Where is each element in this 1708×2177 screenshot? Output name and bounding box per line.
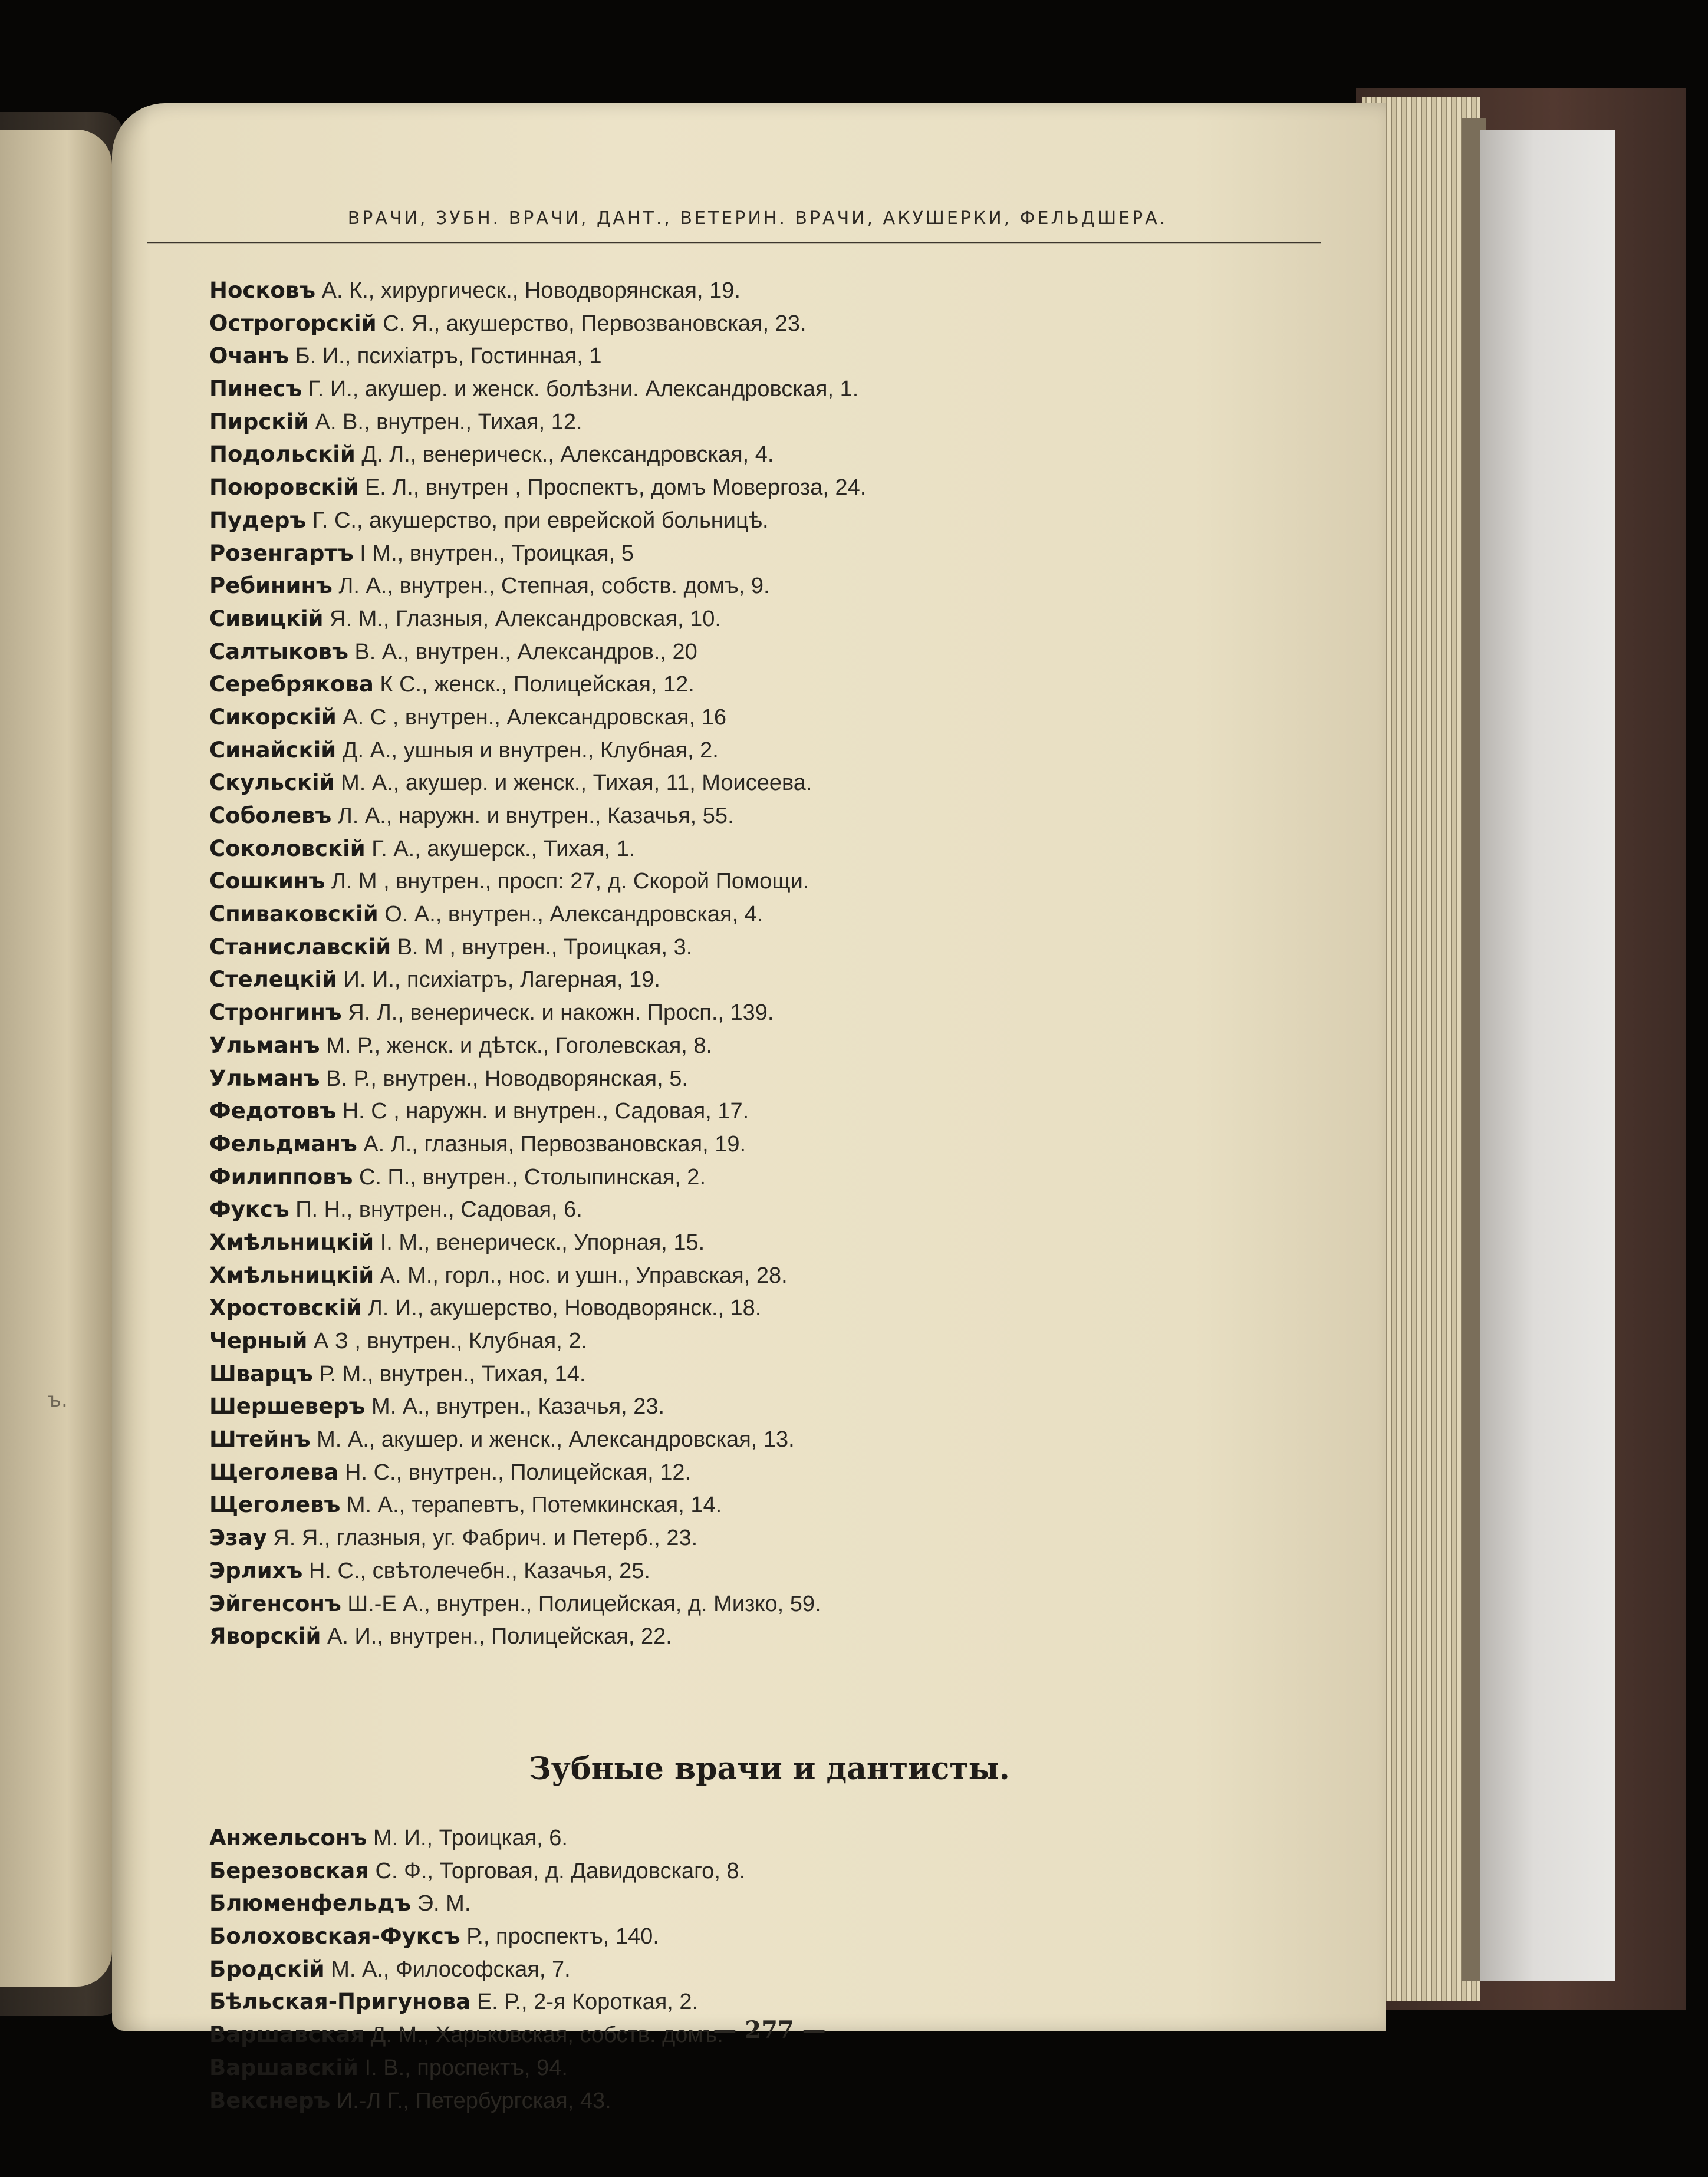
entry-details: И. И., психіатръ, Лагерная, 19. (343, 967, 660, 993)
entry-details: С. П., внутрен., Столыпинская, 2. (358, 1164, 706, 1190)
entry-name: Соколовскій (209, 835, 366, 861)
entry-name: Эйгенсонъ (209, 1590, 341, 1616)
entry-details: I М., внутрен., Троицкая, 5 (360, 541, 634, 566)
entry-name: Пудеръ (209, 507, 307, 533)
entry-name: Штейнъ (209, 1427, 311, 1453)
entry-name: Щеголевъ (209, 1492, 341, 1518)
directory-entry (209, 1855, 1329, 1888)
entry-name: Болоховская-Фуксъ (209, 1924, 460, 1949)
entry-details: Э. М. (417, 1891, 471, 1916)
backing-sheet (1480, 130, 1615, 1981)
directory-entry (209, 602, 1329, 635)
entry-name: Черный (209, 1328, 308, 1353)
directory-entry (209, 734, 1329, 767)
entry-details: М. А., Философская, 7. (331, 1957, 571, 1982)
entry-name: Очанъ (209, 343, 289, 369)
entry-details: Р., проспектъ, 140. (466, 1924, 659, 1949)
directory-entry (209, 1193, 1329, 1226)
entry-name: Скульскій (209, 770, 335, 796)
entry-name: Поюровскій (209, 475, 359, 500)
entry-name: Соболевъ (209, 803, 332, 828)
directory-entry (209, 865, 1329, 898)
directory-entry (209, 2051, 1329, 2084)
entry-name: Носковъ (209, 278, 316, 303)
entry-details: Г. И., акушер. и женск. болѣзни. Александровская, 1. (308, 377, 859, 402)
directory-entry (209, 569, 1329, 602)
entry-details: Д. Л., венерическ., Александровская, 4. (361, 442, 774, 467)
entry-details: Л. А., наружн. и внутрен., Казачья, 55. (337, 803, 734, 828)
directory-entry (209, 1161, 1329, 1194)
directory-entry (209, 274, 1329, 307)
directory-entry (209, 537, 1329, 570)
entry-name: Векснеръ (209, 2087, 331, 2113)
entry-details: Л. М , внутрен., просп: 27, д. Скорой Помощи. (331, 869, 809, 894)
entry-name: Эзау (209, 1525, 267, 1551)
directory-entry (209, 701, 1329, 734)
book-page (112, 103, 1386, 2113)
directory-entry (209, 1423, 1329, 1456)
directory-entry (209, 307, 1329, 340)
directory-entry (209, 1456, 1329, 1489)
entry-details: Н. С , наружн. и внутрен., Садовая, 17. (342, 1099, 749, 1124)
entry-name: Салтыковъ (209, 638, 348, 664)
entry-details: Н. С., свѣтолечебн., Казачья, 25. (308, 1558, 650, 1583)
entry-name: Фуксъ (209, 1197, 289, 1223)
directory-entry (209, 1620, 1329, 1653)
entry-details: А. К., хирургическ., Новодворянская, 19. (321, 278, 741, 303)
directory-entry (209, 438, 1329, 471)
entry-details: Л. А., внутрен., Степная, собств. домъ, 9. (338, 574, 770, 599)
directory-entry (209, 373, 1329, 406)
entry-name: Розенгартъ (209, 540, 354, 566)
entry-name: Бѣльская-Пригунова (209, 1989, 471, 2015)
directory-entry (209, 340, 1329, 373)
entry-details: М. И., Троицкая, 6. (373, 1826, 568, 1850)
directory-entry (209, 931, 1329, 964)
left-page-fragment: ъ. (47, 1388, 68, 1412)
entry-name: Анжельсонъ (209, 1825, 367, 1850)
entry-details: А. С , внутрен., Александровская, 16 (343, 704, 726, 730)
entry-details: О. А., внутрен., Александровская, 4. (384, 902, 764, 927)
directory-entry (209, 1029, 1329, 1062)
directory-entry (209, 1822, 1329, 1855)
entry-name: Сивицкій (209, 605, 324, 631)
directory-entry (209, 1325, 1329, 1358)
directory-entry (209, 1920, 1329, 1953)
page-number: — 277 — (713, 2016, 826, 2044)
directory-entry (209, 406, 1329, 439)
entry-name: Серебрякова (209, 671, 374, 697)
entry-details: Р. М., внутрен., Тихая, 14. (319, 1361, 586, 1386)
entry-details: А З , внутрен., Клубная, 2. (314, 1329, 588, 1353)
entry-name: Варшавская (209, 2022, 365, 2048)
directory-entry (209, 1095, 1329, 1128)
entry-name: Федотовъ (209, 1098, 337, 1124)
directory-entry (209, 898, 1329, 931)
entry-details: М. А., акушер. и женск., Тихая, 11, Моисеева. (341, 770, 812, 796)
entry-details: Д. А., ушныя и внутрен., Клубная, 2. (342, 737, 719, 763)
directory-entry (209, 1554, 1329, 1588)
dentists-list (209, 1822, 1329, 2117)
entry-details: И.-Л Г., Петербургская, 43. (336, 2088, 611, 2113)
entry-details: М. Р., женск. и дѣтск., Гоголевская, 8. (326, 1033, 713, 1058)
entry-name: Ребининъ (209, 573, 333, 599)
running-header: ВРАЧИ, ЗУБН. ВРАЧИ, ДАНТ., ВЕТЕРИН. ВРАЧИ, АКУШЕРКИ, ФЕЛЬДШЕРА. (347, 208, 1168, 229)
entry-details: С. Я., акушерство, Первозвановская, 23. (383, 311, 807, 336)
entry-details: М. А., внутрен., Казачья, 23. (371, 1394, 665, 1420)
entry-name: Варшавскій (209, 2054, 358, 2080)
left-page-edge (0, 130, 112, 1987)
entry-name: Подольскій (209, 442, 356, 467)
entry-details: С. Ф., Торговая, д. Давидовскаго, 8. (375, 1858, 746, 1883)
entry-details: А. М., горл., нос. и ушн., Управская, 28. (380, 1263, 788, 1288)
entry-name: Сошкинъ (209, 868, 325, 894)
directory-entry (209, 504, 1329, 537)
entry-name: Эрлихъ (209, 1557, 303, 1583)
directory-entry (209, 1358, 1329, 1391)
entry-details: I. В., проспектъ, 94. (364, 2055, 568, 2080)
entry-name: Хмѣльницкій (209, 1229, 374, 1255)
directory-entry (209, 1521, 1329, 1554)
directory-entry (209, 832, 1329, 865)
directory-entry (209, 1985, 1329, 2018)
entry-details: В. А., внутрен., Александров., 20 (354, 639, 697, 664)
entry-details: М. А., терапевтъ, Потемкинская, 14. (346, 1493, 722, 1518)
directory-entry (209, 1062, 1329, 1095)
directory-entry (209, 2084, 1329, 2117)
entry-details: Ш.-Е А., внутрен., Полицейская, д. Мизко, 59. (347, 1591, 821, 1616)
entry-name: Пирскій (209, 409, 310, 434)
entry-name: Шварцъ (209, 1361, 313, 1386)
directory-entry (209, 1292, 1329, 1325)
directory-entry (209, 1259, 1329, 1292)
entry-details: Г. А., акушерск., Тихая, 1. (371, 836, 636, 861)
entry-name: Пинесъ (209, 376, 302, 402)
directory-entry (209, 471, 1329, 504)
entry-name: Щеголева (209, 1459, 339, 1485)
entry-name: Станиславскій (209, 934, 391, 960)
entry-name: Ульманъ (209, 1032, 320, 1058)
wavy-rule (147, 234, 1321, 252)
entry-name: Филипповъ (209, 1164, 353, 1190)
entry-details: П. Н., внутрен., Садовая, 6. (295, 1197, 583, 1223)
directory-entry (209, 996, 1329, 1029)
entry-details: Е. Р., 2-я Короткая, 2. (476, 1990, 699, 2015)
directory-entry (209, 766, 1329, 799)
entry-name: Бродскій (209, 1956, 325, 1982)
directory-entry (209, 1588, 1329, 1621)
entry-details: В. Р., внутрен., Новодворянская, 5. (326, 1066, 688, 1091)
section-heading-dentists: Зубные врачи и дантисты. (529, 1751, 1010, 1787)
entry-details: К С., женск., Полицейская, 12. (380, 672, 695, 697)
directory-entry (209, 635, 1329, 668)
entry-name: Фельдманъ (209, 1131, 357, 1157)
entry-details: Л. И., акушерство, Новодворянск., 18. (367, 1296, 762, 1321)
directory-entry (209, 963, 1329, 996)
entry-details: I. М., венерическ., Упорная, 15. (380, 1230, 705, 1255)
entry-details: Я. М., Глазныя, Александровская, 10. (330, 606, 721, 631)
entry-details: Я. Л., венерическ. и накожн. Просп., 139. (348, 1000, 774, 1026)
entry-name: Хмѣльницкій (209, 1262, 374, 1288)
entry-details: Д. М., Харьковская, собств. домъ. (370, 2023, 723, 2048)
directory-entry (209, 668, 1329, 701)
entry-details: А. И., внутрен., Полицейская, 22. (327, 1624, 672, 1649)
doctors-list (209, 274, 1329, 1653)
entry-name: Блюменфельдъ (209, 1891, 412, 1916)
entry-name: Яворскій (209, 1623, 321, 1649)
entry-name: Шершеверъ (209, 1394, 366, 1420)
entry-details: Я. Я., глазныя, уг. Фабрич. и Петерб., 23. (273, 1526, 698, 1551)
directory-entry (209, 1226, 1329, 1259)
directory-entry (209, 1128, 1329, 1161)
entry-details: Б. И., психіатръ, Гостинная, 1 (295, 344, 602, 369)
entry-name: Сикорскій (209, 704, 337, 730)
entry-name: Острогорскій (209, 310, 377, 336)
directory-entry (209, 1887, 1329, 1920)
entry-name: Стронгинъ (209, 1000, 342, 1026)
directory-entry (209, 799, 1329, 832)
entry-name: Стелецкій (209, 967, 338, 993)
entry-details: А. В., внутрен., Тихая, 12. (315, 409, 583, 434)
entry-details: Е. Л., внутрен , Проспектъ, домъ Мовергоза, 24. (364, 475, 867, 500)
entry-name: Синайскій (209, 737, 337, 763)
directory-entry (209, 1488, 1329, 1521)
directory-entry (209, 1953, 1329, 1986)
entry-name: Хростовскій (209, 1295, 362, 1321)
entry-name: Ульманъ (209, 1065, 320, 1091)
entry-details: А. Л., глазныя, Первозвановская, 19. (363, 1131, 746, 1157)
directory-entry (209, 1390, 1329, 1423)
entry-details: М. А., акушер. и женск., Александровская, 13. (317, 1427, 795, 1453)
entry-name: Березовская (209, 1857, 369, 1883)
entry-name: Спиваковскій (209, 901, 379, 927)
entry-details: Г. С., акушерство, при еврейской больницѣ. (312, 508, 769, 533)
entry-details: В. М , внутрен., Троицкая, 3. (397, 934, 693, 960)
entry-details: Н. С., внутрен., Полицейская, 12. (345, 1460, 692, 1485)
